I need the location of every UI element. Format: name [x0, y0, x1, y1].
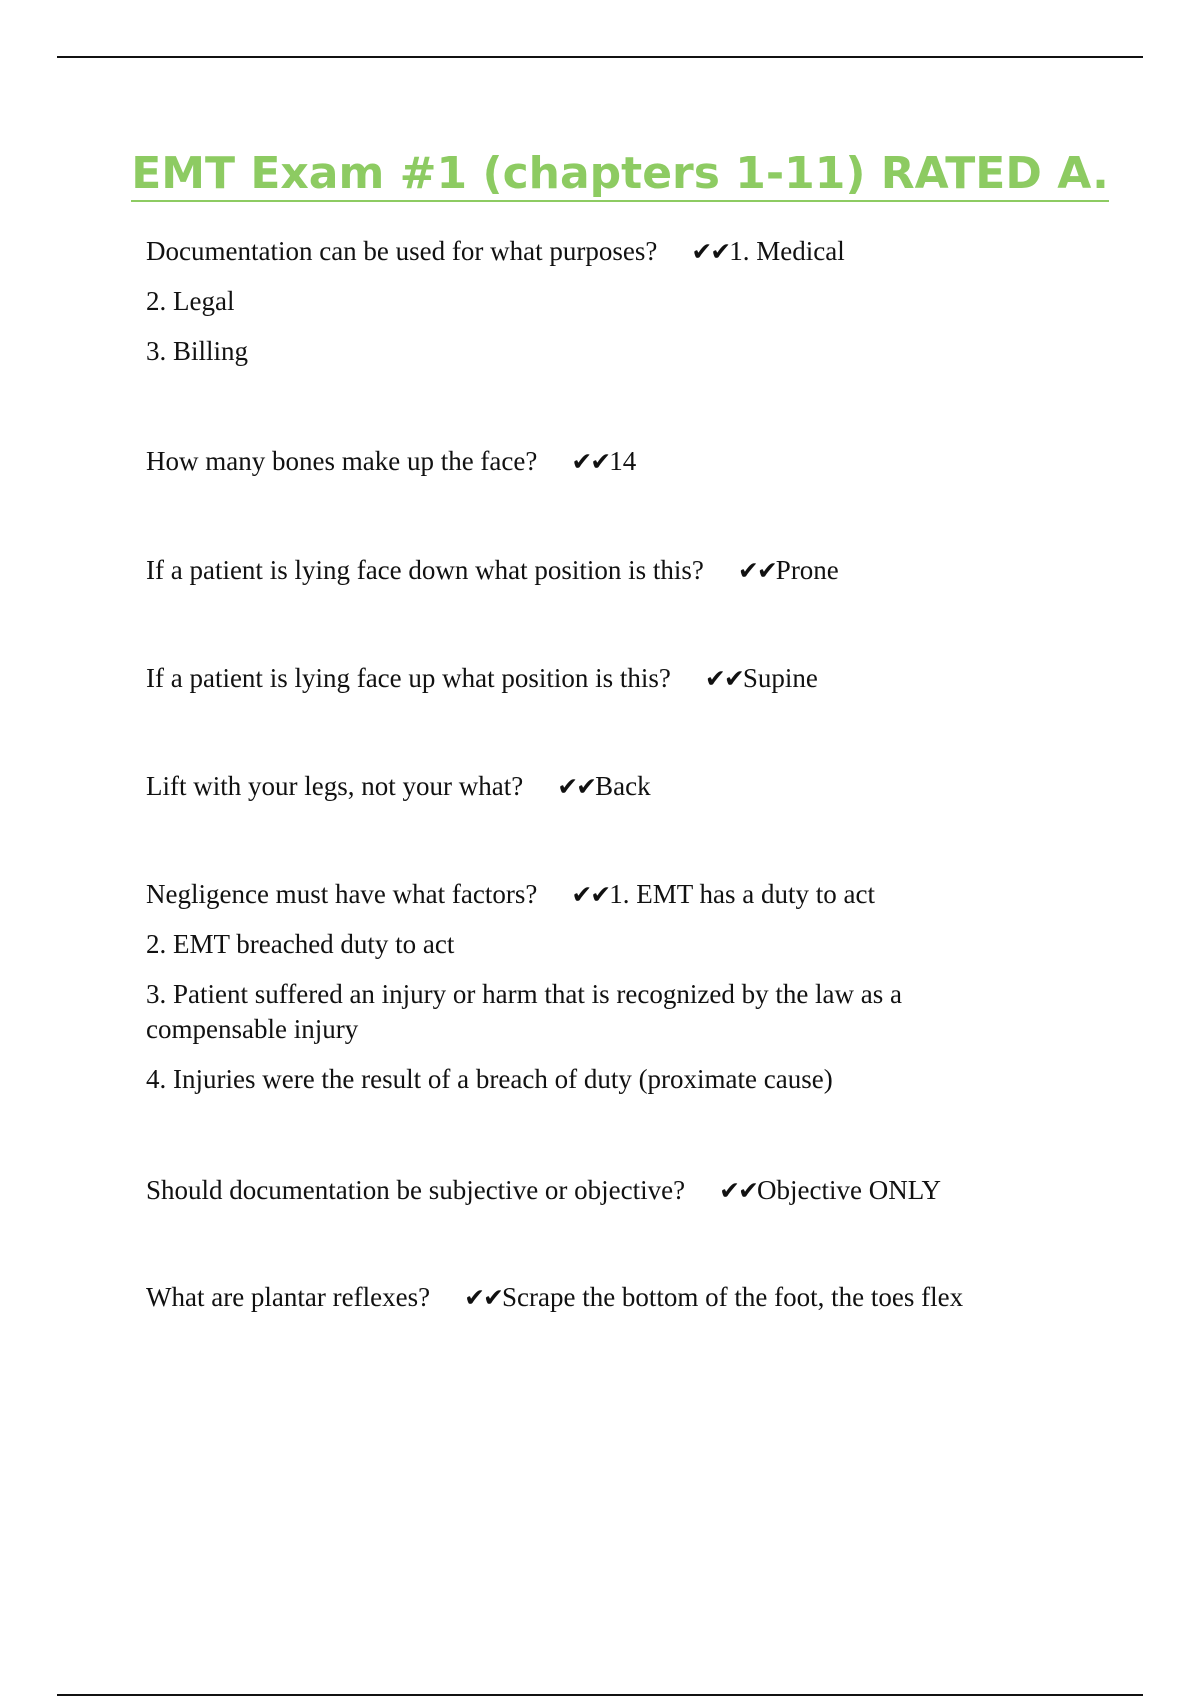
answer-text: Prone	[775, 555, 839, 585]
double-check-icon: ✔✔	[737, 556, 776, 585]
question-text: What are plantar reflexes?	[146, 1282, 431, 1312]
qa-item	[146, 1173, 1046, 1208]
double-check-icon: ✔✔	[571, 447, 610, 476]
answer-text: Supine	[742, 663, 818, 693]
question-text: How many bones make up the face?	[146, 446, 538, 476]
answer-continuation: 2. EMT breached duty to act	[146, 929, 455, 959]
qa-question-line	[146, 553, 1046, 588]
question-text: Lift with your legs, not your what?	[146, 771, 524, 801]
qa-item	[146, 1280, 1046, 1315]
document-title-text: EMT Exam #1 (chapters 1-11) RATED A.	[131, 148, 1109, 202]
qa-item	[146, 444, 1046, 479]
qa-item	[146, 553, 1046, 588]
qa-item	[146, 769, 1046, 804]
answer-text: 1. Medical	[729, 236, 845, 266]
double-check-icon: ✔✔	[691, 237, 730, 266]
answer-continuation: 4. Injuries were the result of a breach of duty (proximate cause)	[146, 1064, 833, 1094]
double-check-icon: ✔✔	[557, 772, 596, 801]
question-text: If a patient is lying face up what position is this?	[146, 663, 671, 693]
answer-continuation: 2. Legal	[146, 286, 235, 316]
answer-text: Scrape the bottom of the foot, the toes flex	[501, 1282, 964, 1312]
double-check-icon: ✔✔	[704, 664, 743, 693]
qa-question-line	[146, 1173, 1046, 1208]
qa-question-line	[146, 444, 1046, 479]
qa-question-line	[146, 877, 1046, 912]
qa-question-line	[146, 769, 1046, 804]
answer-text: Objective ONLY	[757, 1175, 942, 1205]
qa-question-line	[146, 1280, 1046, 1315]
question-text: Negligence must have what factors?	[146, 879, 538, 909]
qa-question-line	[146, 661, 1046, 696]
answer-text: 14	[609, 446, 637, 476]
question-text: If a patient is lying face down what position is this?	[146, 555, 704, 585]
double-check-icon: ✔✔	[464, 1283, 502, 1312]
answer-text: Back	[595, 771, 651, 801]
answer-text: 1. EMT has a duty to act	[609, 879, 875, 909]
double-check-icon: ✔✔	[571, 880, 610, 909]
question-text: Should documentation be subjective or objective?	[146, 1175, 686, 1205]
qa-item	[146, 877, 1046, 1097]
answer-continuation: 3. Patient suffered an injury or harm that is recognized by the law as a compensable injury	[146, 979, 903, 1044]
top-rule	[57, 56, 1143, 58]
document-title	[0, 146, 1200, 202]
answer-continuation: 3. Billing	[146, 336, 249, 366]
double-check-icon: ✔✔	[719, 1176, 758, 1205]
qa-item	[146, 661, 1046, 696]
question-text: Documentation can be used for what purposes?	[146, 236, 658, 266]
bottom-rule	[57, 1694, 1143, 1696]
qa-question-line	[146, 234, 1046, 269]
qa-item	[146, 234, 1046, 369]
